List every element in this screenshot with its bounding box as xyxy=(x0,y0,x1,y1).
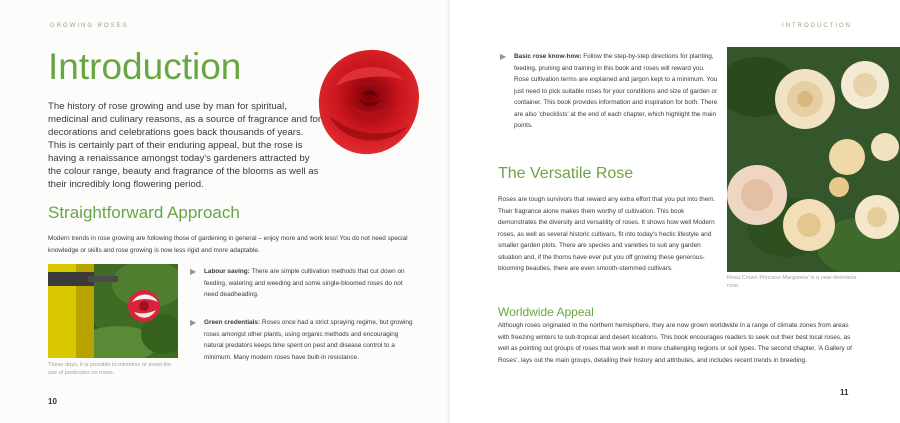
bullet-lead: Labour saving: xyxy=(204,268,250,275)
worldwide-paragraph: Although roses originated in the northern hemisphere, they are now grown worldwide in a range of climate zones from areas with freezing winters to sub-tropical and desert locations. This book encourages readers to seek out their best local roses, as well as pointing out groups of roses that work well in more challenging regions or soil types. The second chapter, 'A Gallery of Roses', lays out the main groups, detailing their history and attributes, and includes recent trends in breeding. xyxy=(498,322,852,364)
bullet-text: There are simple cultivation methods that cut down on feeding, watering and weeding and some single-bloomed roses do not need deadheading. xyxy=(204,268,405,298)
bullet-basic-know-how xyxy=(500,51,719,132)
bullet-text: Roses once had a strict spraying regime, but growing roses amongst other plants, using organic methods and encouraging natural predators keeps time spent on pest and disease control to a minimum. Many modern roses have built-in resistance. xyxy=(204,319,413,361)
red-rose-photo xyxy=(316,46,422,158)
left-caption: These days, it is possible to minimise or avoid the use of pesticides on roses. xyxy=(48,362,172,376)
bullet-labour-saving xyxy=(190,266,416,301)
modern-trends-paragraph: Modern trends in rose growing are following those of gardening in general – enjoy more and work less! You do not need special knowledge or skills and rose growing is now less rigid and more adaptable. xyxy=(48,235,408,254)
heading-worldwide-appeal: Worldwide Appeal xyxy=(498,305,594,319)
page-title: Introduction xyxy=(48,46,242,87)
bullet-lead: Basic rose know-how: xyxy=(514,53,582,60)
spraying-roses-photo xyxy=(48,264,178,358)
bullet-lead: Green credentials: xyxy=(204,319,261,326)
bullet-arrow-icon: ▶ xyxy=(190,267,197,276)
bullet-text: Follow the step-by-step directions for planting, feeding, pruning and training in this book and roses will reward you. Rose cultivation terms are explained and jargon kept to a minimum. You just need to pick suitable roses for your conditions and size of garden or container. This book provides information and inspiration for both. There are also 'checklists' at the end of each chapter, which highlight the main points. xyxy=(514,53,718,129)
intro-paragraph: The history of rose growing and use by man for spiritual, medicinal and culinary reasons, as a source of fragrance and for decorations and celebrations goes back thousands of years. This is certainly part of their enduring appeal, but the rose is having a renaissance amongst today's gardeners attracted by the colour range, beauty and fragrance of the blooms as well as their incredibly long flowering period. xyxy=(48,101,322,190)
bullet-arrow-icon: ▶ xyxy=(500,52,507,61)
running-header-right: INTRODUCTION xyxy=(782,23,852,29)
cream-roses-photo xyxy=(727,47,900,272)
heading-straightforward: Straightforward Approach xyxy=(48,203,240,222)
running-header-left: GROWING ROSES xyxy=(50,23,129,29)
page-number-left: 10 xyxy=(48,397,57,406)
page-number-right: 11 xyxy=(840,388,849,397)
bullet-arrow-icon: ▶ xyxy=(190,318,197,327)
right-caption: Rosa Crown Princess Margareta' is a near-thornless rose. xyxy=(727,275,857,289)
heading-versatile-rose: The Versatile Rose xyxy=(498,165,634,182)
bullet-green-credentials xyxy=(190,317,416,363)
versatile-paragraph: Roses are tough survivors that reward any extra effort that you put into them. Their fragrance alone makes them worthy of cultivation. This book demonstrates the diversity and versatility of roses. It shows how well Modern roses, as well as several historic cultivars, fit into today's hectic lifestyle and smaller garden plots. There are species and varieties to suit any garden situation and, if the thorns have ever put you off growing these generous-blooming beauties, there are even smooth-stemmed cultivars. xyxy=(498,196,716,272)
